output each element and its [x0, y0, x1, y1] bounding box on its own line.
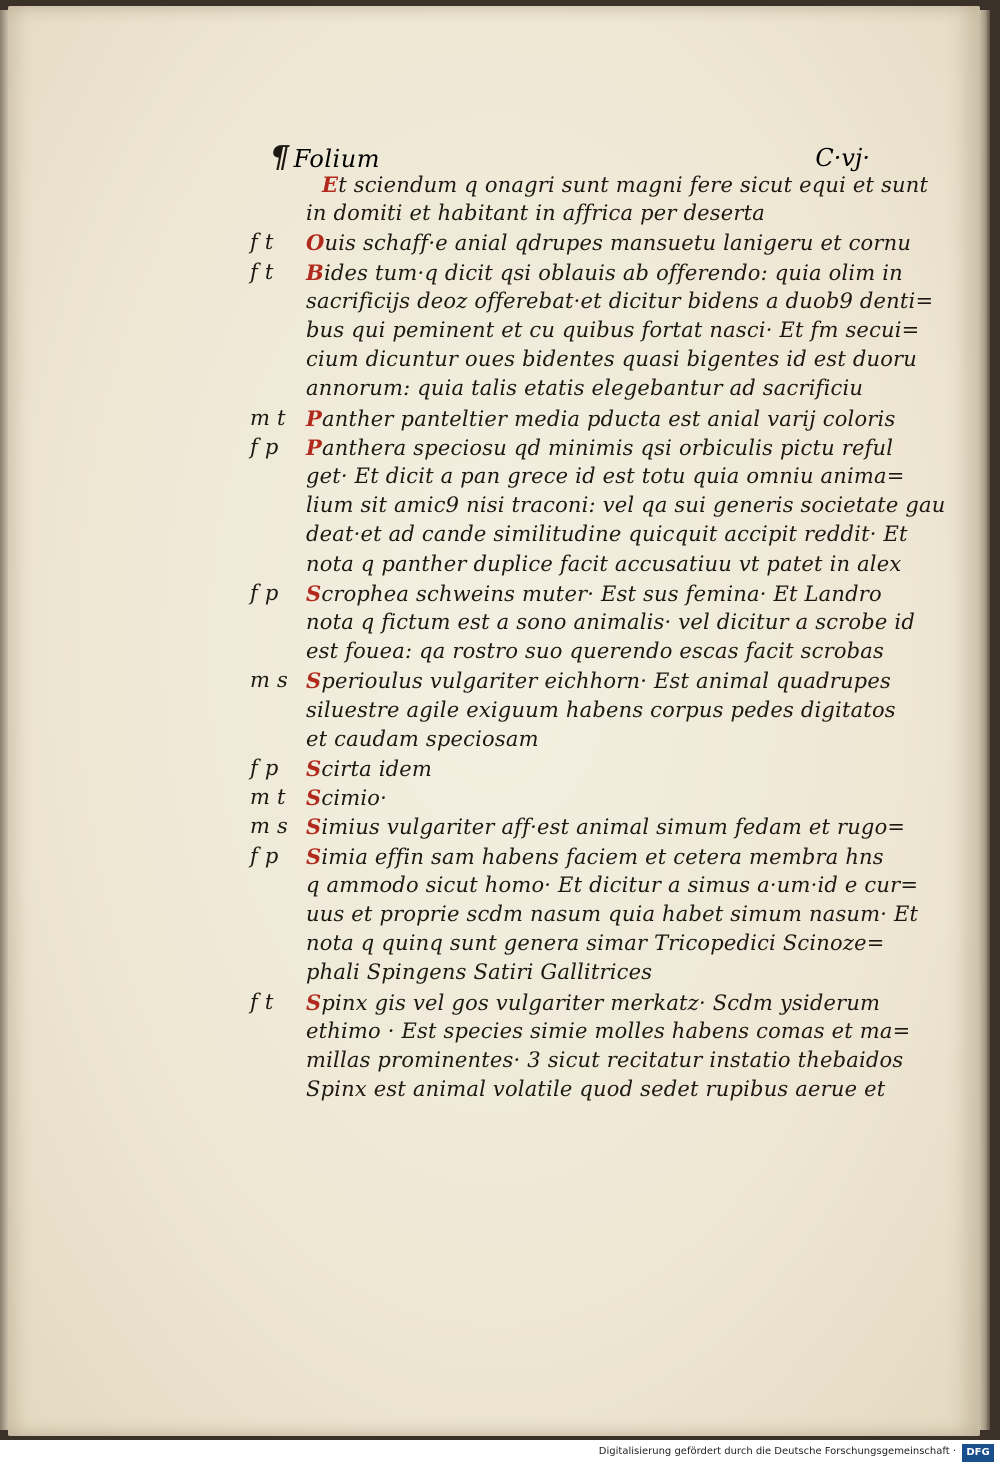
text-line [250, 259, 903, 290]
rubric-initial: S [306, 756, 322, 781]
line-text: in domiti et habitant in affrica per deserta [306, 201, 765, 226]
text-line [250, 610, 915, 640]
margin-gender-mark: m t [250, 785, 286, 810]
rubric-initial: P [306, 434, 322, 460]
rubric-initial: S [306, 843, 322, 869]
line-text: Spinx est animal volatile quod sedet rupibus aerue et [306, 1077, 886, 1102]
text-line [250, 434, 894, 465]
rubric-initial: S [306, 989, 322, 1015]
line-text: Spinx gis vel gos vulgariter merkatz· Scdm ysiderum [306, 989, 881, 1015]
rubric-initial: S [306, 580, 322, 606]
text-line [250, 318, 920, 348]
line-text: et caudam speciosam [306, 726, 539, 751]
rubric-initial: E [322, 172, 339, 197]
line-text: Simius vulgariter aff·est animal simum fedam et rugo= [306, 814, 906, 840]
text-line [250, 697, 896, 728]
line-text: millas prominentes· 3 sicut recitatur instatio thebaidos [306, 1048, 904, 1072]
text-line [250, 551, 902, 582]
footer-credit: Digitalisierung gefördert durch die Deutsche Forschungsgemeinschaft · [598, 1446, 956, 1457]
line-text: get· Et dicit a pan grece id est totu quia omniu anima= [306, 464, 905, 488]
text-line [250, 405, 896, 436]
text-line [250, 522, 908, 552]
running-header [270, 140, 870, 176]
text-line [250, 872, 919, 903]
text-line [250, 843, 884, 874]
header-folium-text: Folium [293, 145, 380, 173]
text-line [250, 960, 870, 990]
text-line [250, 230, 912, 260]
text-line [250, 493, 946, 523]
line-text: ethimo · Est species simie molles habens comas et ma= [306, 1018, 911, 1043]
margin-gender-mark: m s [250, 668, 288, 693]
text-line [250, 580, 882, 611]
line-text: cium dicuntur oues bidentes quasi bigentes id est duoru [306, 347, 918, 372]
rubric-initial: P [306, 405, 322, 431]
line-text: nota q panther duplice facit accusatiuu vt patet in alex [306, 551, 902, 576]
text-line [250, 288, 934, 319]
line-text: annorum: quia talis etatis elegebantur ad sacrificiu [306, 376, 864, 401]
margin-gender-mark: f t [250, 989, 274, 1014]
page-right-edge [978, 10, 990, 1430]
rubric-initial: B [306, 259, 324, 285]
line-text: nota q quinq sunt genera simar Tricopedici Scinoze= [306, 931, 885, 956]
line-text: Simia effin sam habens faciem et cetera membra hns [306, 843, 884, 869]
margin-gender-mark: f t [250, 230, 274, 255]
line-text: lium sit amic9 nisi traconi: vel qa sui generis societate gau [306, 493, 946, 518]
line-text: Scrophea schweins muter· Est sus femina· Et Landro [306, 580, 882, 606]
text-line [250, 785, 870, 815]
line-text: deat·et ad cande similitudine quicquit accipit reddit· Et [306, 522, 908, 547]
footer-bar [0, 1440, 1000, 1467]
text-line [250, 464, 905, 494]
rubric-initial: S [306, 785, 322, 811]
line-text: Panthera speciosu qd minimis qsi orbiculis pictu reful [306, 434, 894, 460]
line-text: Scirta idem [306, 756, 433, 781]
text-line [250, 989, 881, 1020]
line-text: phali Spingens Satiri Gallitrices [306, 960, 653, 985]
margin-gender-mark: m t [250, 405, 286, 430]
margin-gender-mark: f p [250, 580, 279, 605]
text-line [250, 172, 929, 202]
line-text: siluestre agile exiguum habens corpus pedes digitatos [306, 697, 896, 722]
line-text: Bides tum·q dicit qsi oblauis ab offerendo: quia olim in [306, 259, 903, 285]
pilcrow-icon: ¶ [270, 140, 290, 175]
line-text: Sperioulus vulgariter eichhorn· Est animal quadrupes [306, 668, 891, 694]
text-line [250, 1018, 911, 1049]
line-text: sacrificijs deoz offerebat·et dicitur bidens a duob9 denti= [306, 288, 934, 313]
line-text: Panther panteltier media pducta est anial varij coloris [306, 405, 896, 431]
text-line [250, 1048, 904, 1078]
text-line [250, 1077, 886, 1107]
line-text: q ammodo sicut homo· Et dicitur a simus a·um·id e cur= [306, 872, 919, 897]
dfg-logo: DFG [962, 1444, 994, 1462]
line-text: nota q fictum est a sono animalis· vel dicitur a scrobe id [306, 610, 915, 634]
margin-gender-mark: f p [250, 843, 279, 868]
margin-gender-mark: f p [250, 434, 279, 459]
margin-gender-mark: f p [250, 756, 279, 780]
margin-gender-mark: m s [250, 814, 288, 839]
text-line [250, 756, 870, 786]
line-text: Scimio· [306, 785, 388, 811]
rubric-initial: S [306, 814, 322, 840]
text-line [250, 727, 870, 757]
text-line [250, 639, 884, 669]
rubric-initial: S [306, 668, 322, 694]
text-line [250, 668, 891, 698]
line-text: Et sciendum q onagri sunt magni fere sicut equi et sunt [322, 172, 929, 197]
text-line [250, 931, 885, 961]
line-text: uus et proprie scdm nasum quia habet simum nasum· Et [306, 902, 919, 926]
margin-gender-mark: f t [250, 259, 274, 284]
folio-number: C·vj· [815, 144, 870, 172]
line-text: est fouea: qa rostro suo querendo escas facit scrobas [306, 639, 884, 664]
text-line [250, 376, 870, 406]
text-line [250, 902, 919, 932]
text-line [250, 347, 918, 377]
header-folium [270, 140, 380, 175]
line-text: Ouis schaff·e anial qdrupes mansuetu lanigeru et cornu [306, 230, 912, 256]
line-text: bus qui peminent et cu quibus fortat nasci· Et fm secui= [306, 318, 920, 342]
text-line [250, 201, 870, 231]
rubric-initial: O [306, 230, 325, 256]
text-line [250, 814, 906, 844]
